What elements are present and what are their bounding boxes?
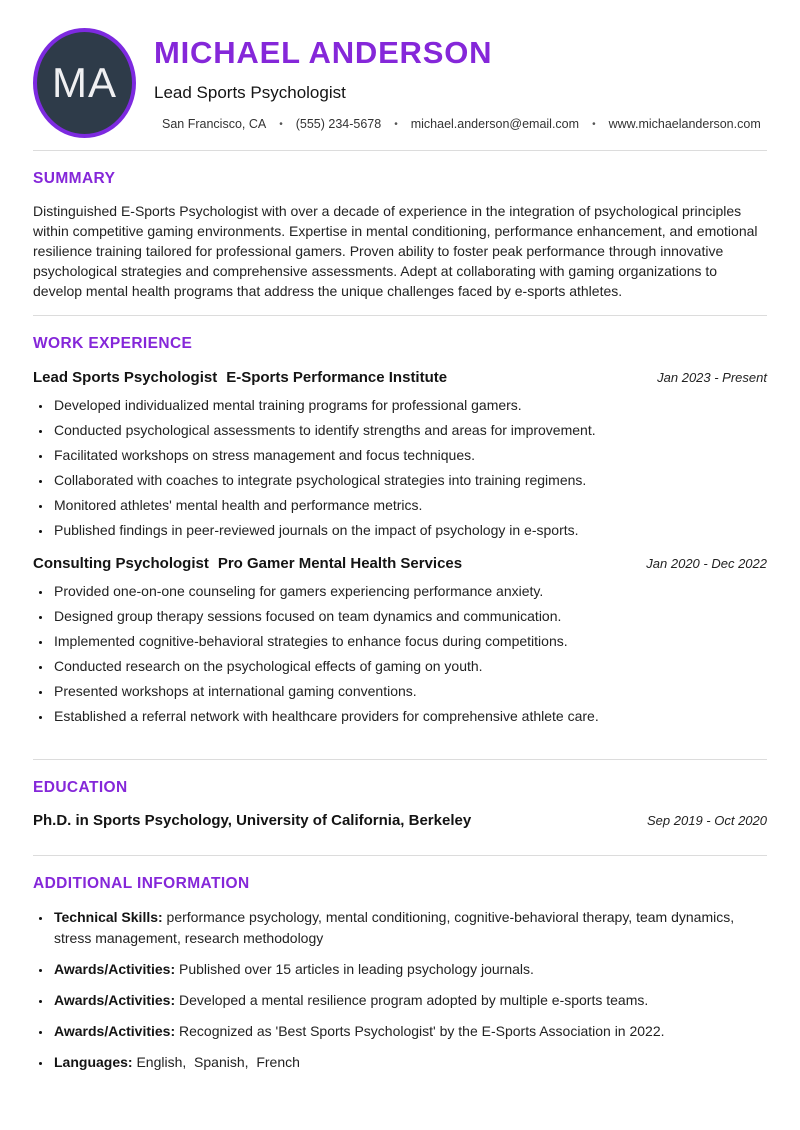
job-bullet: • Conducted research on the psychological effects of gaming on youth. [52, 658, 767, 675]
info-item [52, 907, 767, 949]
job-bullet: • Facilitated workshops on stress management and focus techniques. [52, 447, 767, 464]
job-bullet: • Established a referral network with healthcare providers for comprehensive athlete care. [52, 708, 767, 725]
education-dates: Sep 2019 - Oct 2020 [647, 813, 767, 828]
bullet-separator-icon: • [279, 118, 283, 130]
summary-heading: SUMMARY [33, 170, 116, 187]
section-summary [33, 150, 767, 315]
info-item-text: performance psychology, mental conditioning, cognitive-behavioral therapy, team dynamics, stress management, research methodology [54, 909, 739, 946]
resume-header [0, 0, 800, 138]
contact-row [162, 117, 761, 131]
job-dates: Jan 2020 - Dec 2022 [646, 556, 767, 571]
job-bullet: • Collaborated with coaches to integrate psychological strategies into training regimens. [52, 472, 767, 489]
contact-website: www.michaelanderson.com [608, 117, 761, 132]
section-education [33, 759, 767, 855]
info-item-text: Developed a mental resilience program adopted by multiple e-sports teams. [175, 992, 649, 1008]
summary-text: Distinguished E-Sports Psychologist with over a decade of experience in the integration of psychological principles within competitive gaming environments. Expertise in mental conditioning, performance enhancement, and emotional resilience training tailored for professional gamers. Proven ability to foster peak performance through innovative psychological strategies and comprehensive assessments. Adept at collaborating with gaming organizations to develop mental health programs that address the unique challenges faced by e-sports athletes. [33, 203, 758, 299]
info-item [52, 1052, 767, 1073]
job-bullet: • Designed group therapy sessions focused on team dynamics and communication. [52, 608, 767, 625]
contact-phone: (555) 234-5678 [295, 117, 382, 132]
avatar-initials: MA [52, 59, 117, 106]
job-company: E-Sports Performance Institute [226, 369, 448, 386]
job-title: Consulting Psychologist [33, 555, 209, 572]
education-degree: Ph.D. in Sports Psychology, University of California, Berkeley [33, 812, 472, 829]
contact-email: michael.anderson@email.com [410, 117, 580, 132]
additional-info-list [33, 907, 767, 1073]
work-experience-heading: WORK EXPERIENCE [33, 335, 193, 352]
job-title: Lead Sports Psychologist [33, 369, 218, 386]
info-item [52, 1021, 767, 1042]
job-bullet: • Developed individualized mental training programs for professional gamers. [52, 397, 767, 414]
section-additional-information [33, 855, 767, 1073]
bullet-separator-icon: • [394, 118, 398, 130]
info-item-label: Awards/Activities: [54, 1023, 176, 1039]
job-bullet: • Implemented cognitive-behavioral strategies to enhance focus during competitions. [52, 633, 767, 650]
candidate-title: Lead Sports Psychologist [154, 83, 346, 103]
info-item [52, 959, 767, 980]
info-item-text: English, Spanish, French [132, 1054, 300, 1070]
info-item-text: Recognized as 'Best Sports Psychologist' by the E-Sports Association in 2022. [175, 1023, 665, 1039]
job-bullet: • Provided one-on-one counseling for gamers experiencing performance anxiety. [52, 583, 767, 600]
avatar [33, 28, 136, 138]
info-item-label: Technical Skills: [54, 909, 163, 925]
job-bullet: • Published findings in peer-reviewed journals on the impact of psychology in e-sports. [52, 522, 767, 539]
info-item-label: Languages: [54, 1054, 133, 1070]
job-bullet-list [33, 397, 767, 539]
additional-information-heading: ADDITIONAL INFORMATION [33, 875, 250, 892]
job-bullet: • Conducted psychological assessments to identify strengths and areas for improvement. [52, 422, 767, 439]
info-item [52, 990, 767, 1011]
section-work-experience [33, 315, 767, 759]
education-heading: EDUCATION [33, 779, 128, 796]
job-bullet: • Monitored athletes' mental health and performance metrics. [52, 497, 767, 514]
info-item-text: Published over 15 articles in leading psychology journals. [175, 961, 534, 977]
header-info [154, 28, 761, 131]
job-title-line [33, 369, 447, 386]
job-header [33, 555, 767, 572]
job-title-line [33, 555, 462, 572]
job-dates: Jan 2023 - Present [657, 370, 767, 385]
contact-location: San Francisco, CA [162, 117, 267, 132]
info-item-label: Awards/Activities: [54, 992, 176, 1008]
job-company: Pro Gamer Mental Health Services [217, 555, 463, 572]
job-bullet: • Presented workshops at international gaming conventions. [52, 683, 767, 700]
job-entry [33, 369, 767, 539]
job-entry [33, 555, 767, 725]
bullet-separator-icon: • [592, 118, 596, 130]
job-header [33, 369, 767, 386]
info-item-label: Awards/Activities: [54, 961, 176, 977]
education-entry [33, 812, 767, 829]
candidate-name: MICHAEL ANDERSON [154, 35, 493, 70]
job-bullet-list [33, 583, 767, 725]
